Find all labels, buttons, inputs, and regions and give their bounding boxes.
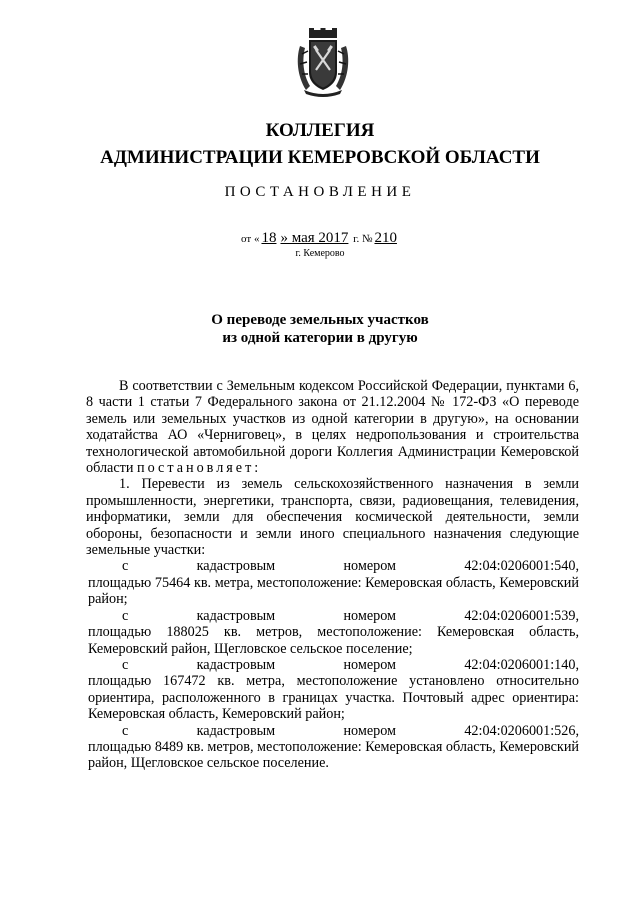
plot-number: 42:04:0206001:526, <box>464 722 579 739</box>
number-label: № <box>361 233 373 245</box>
year-suffix: г. <box>353 233 360 245</box>
plot-entry <box>86 657 579 723</box>
document-body <box>86 378 579 772</box>
plot-number: 42:04:0206001:140, <box>464 656 579 673</box>
decree-word: постановляет: <box>136 460 262 477</box>
plot-number: 42:04:0206001:540, <box>464 558 579 575</box>
organization-name-line2: АДМИНИСТРАЦИИ КЕМЕРОВСКОЙ ОБЛАСТИ <box>100 147 540 168</box>
plot-details: площадью 8489 кв. метров, местоположение: Кемеровская область, Кемеровский район, Щегловское сельское поселение. <box>88 738 580 772</box>
plot-cadastral-line: с кадастровым номером 42:04:0206001:526, <box>122 722 579 739</box>
item-1-paragraph: 1. Перевести из земель сельскохозяйственного назначения в земли промышленности, энергетики, транспорта, связи, радиовещания, телевидения, информатики, земли для обеспечения космической деятельности, земли обороны, безопасности и земли иного специального назначения следующие земельные участки: <box>86 476 579 559</box>
document-number: 210 <box>374 230 397 246</box>
plot-details: площадью 188025 кв. метров, местоположение: Кемеровская область, Кемеровский район, Щегловское сельское поселение; <box>88 624 579 657</box>
date-day: 18 <box>261 230 277 246</box>
plot-details: площадью 75464 кв. метра, местоположение: Кемеровская область, Кемеровский район; <box>88 574 579 608</box>
preamble-text: В соответствии с Земельным кодексом Российской Федерации, пунктами 6, 8 части 1 статьи 7 Федерального закона от 21.12.2004 № 172-ФЗ «О переводе земель или земельных участков из одной категории в другую», на основании ходатайства АО «Черниговец», в целях недропользования и строительства технологической автомобильной дороги Коллегия Администрации Кемеровской области <box>86 378 579 477</box>
date-prefix: от « <box>241 233 260 245</box>
plot-cadastral-line: с кадастровым номером 42:04:0206001:140, <box>122 656 579 673</box>
date-number-line <box>0 230 640 247</box>
plot-entry <box>86 608 579 657</box>
document-title-line2: из одной категории в другую <box>222 330 418 346</box>
date-month-year: » мая 2017 <box>280 230 349 246</box>
plot-cadastral-line: с кадастровым номером 42:04:0206001:539, <box>122 607 579 624</box>
plot-entry <box>86 558 579 607</box>
organization-name-line1: КОЛЛЕГИЯ <box>265 120 375 141</box>
plot-cadastral-line: с кадастровым номером 42:04:0206001:540, <box>122 558 579 575</box>
coat-of-arms-emblem-icon <box>296 28 350 98</box>
preamble-paragraph <box>86 378 579 476</box>
plot-details: площадью 167472 кв. метра, местоположение установлено относительно ориентира, расположенного в границах участка. Почтовый адрес ориентира: Кемеровская область, Кемеровский район; <box>88 673 579 723</box>
plot-entry <box>86 723 579 772</box>
document-type: ПОСТАНОВЛЕНИЕ <box>224 184 416 200</box>
city: г. Кемерово <box>295 248 345 259</box>
document-title-line1: О переводе земельных участков <box>211 312 429 328</box>
plot-number: 42:04:0206001:539, <box>464 607 579 624</box>
